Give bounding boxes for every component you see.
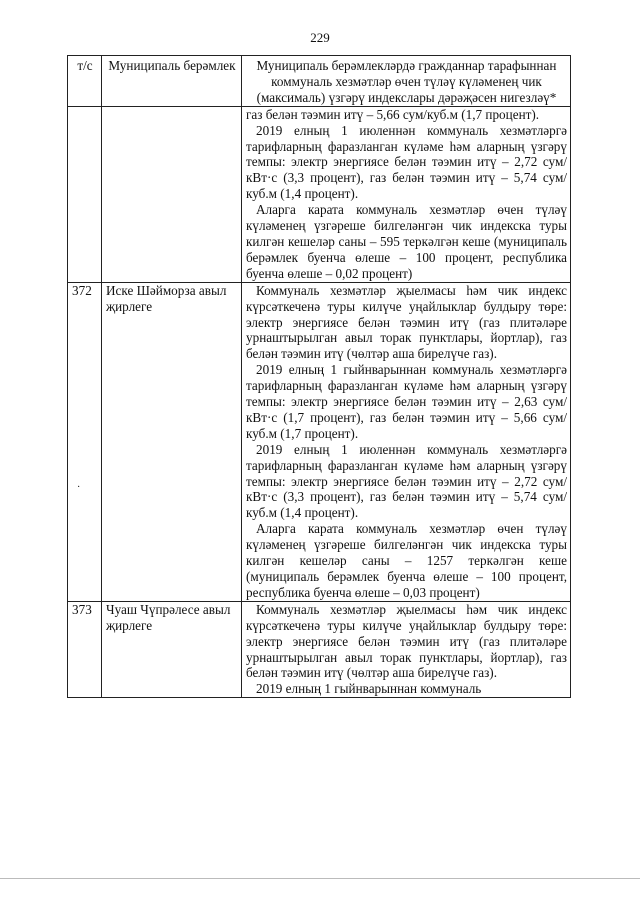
paragraph: Аларга карата коммуналь хезмәтләр өчен түләү күләменең үзгәреше билгеләнгән чик индекска туры килгән кешеләр саны – 1257 теркәлгән кеше (муниципаль берәмлек буенча өлеше – 100 процент, республика буенча өлеше – 0,03 процент) — [246, 521, 567, 600]
paragraph: Аларга карата коммуналь хезмәтләр өчен түләү күләменең үзгәреше билгеләнгән чик индекска туры килгән кешеләр саны – 595 теркәлгән кеше (муниципаль берәмлек буенча өлеше – 100 процент, республика буенча өлеше – 0,02 процент) — [246, 202, 567, 281]
paragraph: 2019 елның 1 июленнән коммуналь хезмәтләргә тарифларның фаразланган күләме һәм аларның үзгәрү темпы: электр энергиясе белән тәэмин итү – 2,72 сум/кВт·с (3,3 процент), газ белән тәэмин итү – 5,74 сум/куб.м (1,4 процент). — [246, 122, 567, 202]
paragraph: Коммуналь хезмәтләр җыелмасы һәм чик индекс күрсәткеченә туры килүче уңайлыклар булдыру төре: электр энергиясе белән тәэмин итү (газ плитәләре урнаштырылган авыл торак пунктлары, йортлар), газ белән тәэмин итү (чөлтәр аша бирелүче газ). — [246, 601, 567, 681]
cell-number: 372 — [68, 282, 102, 601]
cell-name: Чуаш Чүпрәлесе авыл җирлеге — [102, 601, 242, 697]
cell-number: 373 — [68, 601, 102, 697]
table-row — [68, 282, 571, 601]
cell-name — [102, 106, 242, 282]
table-header-row — [68, 56, 571, 107]
page-number: 229 — [310, 30, 330, 45]
cell-name: Иске Шәйморза авыл җирлеге — [102, 282, 242, 601]
paragraph: 2019 елның 1 гыйнварыннан коммуналь хезмәтләргә тарифларның фаразланган күләме һәм аларның үзгәрү темпы: электр энергиясе белән тәэмин итү – 2,63 сум/кВт·с (1,7 процент), газ белән тәэмин итү – 5,66 сум/куб.м (1,7 процент). — [246, 362, 567, 441]
header-municipality: Муниципаль берәмлек — [102, 56, 242, 107]
cell-number — [68, 106, 102, 282]
scan-bottom-line — [0, 878, 640, 879]
table-row — [68, 601, 571, 697]
table-row-continuation — [68, 106, 571, 282]
paragraph: 2019 елның 1 гыйнварыннан коммуналь — [256, 681, 482, 697]
paragraph: газ белән тәэмин итү – 5,66 сум/куб.м (1,7 процент). — [246, 106, 540, 122]
header-number: т/с — [68, 56, 102, 107]
header-justification: Муниципаль берәмлекләрдә гражданнар тарафыннан коммуналь хезмәтләр өчен түләү күләменең чик (максималь) үзгәрү индекслары дәрәҗәсен нигезләү* — [242, 56, 571, 107]
cell-text — [242, 106, 571, 282]
cell-text — [242, 601, 571, 697]
index-table — [67, 55, 571, 698]
cell-text — [242, 282, 571, 601]
scan-dot-mark: · — [77, 482, 81, 493]
paragraph: 2019 елның 1 июленнән коммуналь хезмәтләргә тарифларның фаразланган күләме һәм аларның үзгәрү темпы: электр энергиясе белән тәэмин итү – 2,72 сум/кВт·с (3,3 процент), газ белән тәэмин итү – 5,74 сум/куб.м (1,4 процент). — [246, 441, 567, 521]
paragraph: Коммуналь хезмәтләр җыелмасы һәм чик индекс күрсәткеченә туры килүче уңайлыклар булдыру төре: электр энергиясе белән тәэмин итү (газ плитәләре урнаштырылган авыл торак пунктлары, йортлар), газ белән тәэмин итү (чөлтәр аша бирелүче газ). — [246, 282, 567, 362]
